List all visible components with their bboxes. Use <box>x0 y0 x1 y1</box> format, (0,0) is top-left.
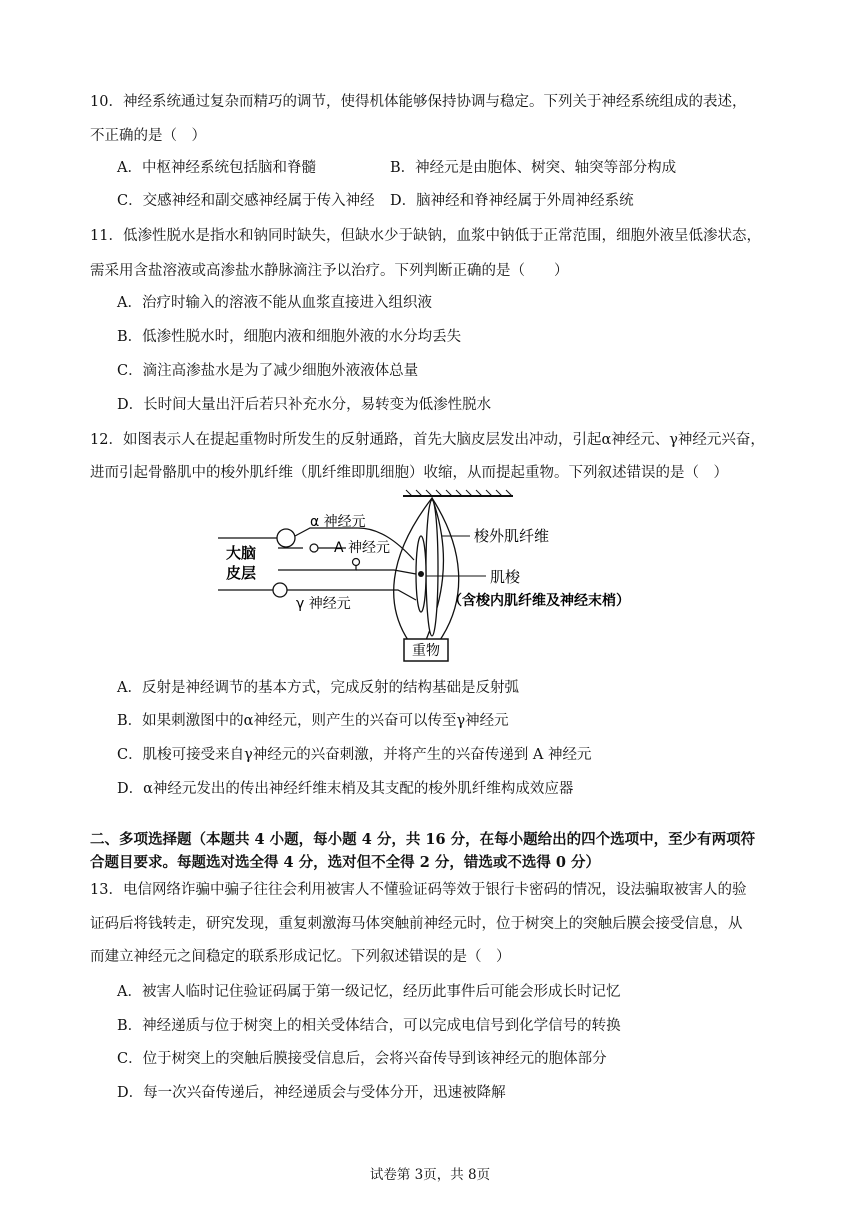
q11-stem-line2: 需采用含盐溶液或高渗盐水静脉滴注予以治疗。下列判断正确的是（ ） <box>90 263 569 279</box>
reflex-pathway-diagram <box>218 488 658 668</box>
gamma-neuron-body <box>273 583 287 597</box>
weight-label: 重物 <box>412 643 440 659</box>
page-footer: 试卷第 3页，共 8页 <box>369 1167 491 1183</box>
spindle-note: （含梭内肌纤维及神经末梢） <box>448 593 630 609</box>
extrafusal-label: 梭外肌纤维 <box>474 527 550 545</box>
q10-option-a: A．中枢神经系统包括脑和脊髓 <box>117 160 316 176</box>
q10-option-c: C．交感神经和副交感神经属于传入神经 <box>117 193 375 209</box>
q10-option-b: B．神经元是由胞体、树突、轴突等部分构成 <box>390 160 677 176</box>
alpha-neuron-body <box>277 529 295 547</box>
cortex-label-1: 大脑 <box>226 544 257 562</box>
q11-option-a: A．治疗时输入的溶液不能从血浆直接进入组织液 <box>117 295 432 311</box>
q13-option-d: D．每一次兴奋传递后，神经递质会与受体分开，迅速被降解 <box>117 1085 506 1101</box>
q13-option-a: A．被害人临时记住验证码属于第一级记忆，经历此事件后可能会形成长时记忆 <box>117 984 621 1000</box>
q11-option-d: D．长时间大量出汗后若只补充水分，易转变为低渗性脱水 <box>117 397 492 413</box>
q10-stem-line1: 10．神经系统通过复杂而精巧的调节，使得机体能够保持协调与稳定。下列关于神经系统组成的表述， <box>90 94 747 110</box>
section2-heading-line2: 合题目要求。每题选对选全得 4 分，选对但不全得 2 分，错选或不选得 0 分） <box>90 854 601 871</box>
a-neuron-label: A 神经元 <box>334 540 391 556</box>
q10-option-d: D．脑神经和脊神经属于外周神经系统 <box>390 193 634 209</box>
gamma-neuron-label: γ 神经元 <box>296 596 351 612</box>
q13-stem-line3: 而建立神经元之间稳定的联系形成记忆。下列叙述错误的是（ ） <box>90 949 511 965</box>
q12-option-c: C．肌梭可接受来自γ神经元的兴奋刺激，并将产生的兴奋传递到 A 神经元 <box>117 747 592 763</box>
section2-heading-line1: 二、多项选择题（本题共 4 小题，每小题 4 分，共 16 分，在每小题给出的四个选项中，至少有两项符 <box>90 831 756 848</box>
q13-option-b: B．神经递质与位于树突上的相关受体结合，可以完成电信号到化学信号的转换 <box>117 1018 621 1034</box>
extrafusal-fiber <box>426 500 438 636</box>
q13-stem-line2: 证码后将钱转走，研究发现，重复刺激海马体突触前神经元时，位于树突上的突触后膜会接受信息，从 <box>90 916 743 932</box>
q12-stem-line1: 12．如图表示人在提起重物时所发生的反射通路，首先大脑皮层发出冲动，引起α神经元、γ神经元兴奋， <box>90 432 765 448</box>
cortex-label-2: 皮层 <box>226 564 257 582</box>
q11-option-b: B．低渗性脱水时，细胞内液和细胞外液的水分均丢失 <box>117 329 462 345</box>
q12-option-a: A．反射是神经调节的基本方式，完成反射的结构基础是反射弧 <box>117 680 519 696</box>
spindle-label: 肌梭 <box>490 568 521 586</box>
q12-stem-line2: 进而引起骨骼肌中的梭外肌纤维（肌纤维即肌细胞）收缩，从而提起重物。下列叙述错误的是（ ） <box>90 465 728 481</box>
q12-option-d: D．α神经元发出的传出神经纤维末梢及其支配的梭外肌纤维构成效应器 <box>117 781 574 797</box>
q13-stem-line1: 13．电信网络诈骗中骗子往往会利用被害人不懂验证码等效于银行卡密码的情况，设法骗取被害人的验 <box>90 882 747 898</box>
q11-option-c: C．滴注高渗盐水是为了减少细胞外液液体总量 <box>117 363 419 379</box>
q11-stem-line1: 11．低渗性脱水是指水和钠同时缺失，但缺水少于缺钠，血浆中钠低于正常范围，细胞外液呈低渗状态， <box>90 228 761 244</box>
alpha-neuron-label: α 神经元 <box>310 514 366 530</box>
q10-stem-line2: 不正确的是（ ） <box>90 128 206 144</box>
q13-option-c: C．位于树突上的突触后膜接受信息后，会将兴奋传导到该神经元的胞体部分 <box>117 1051 607 1067</box>
q12-option-b: B．如果刺激图中的α神经元，则产生的兴奋可以传至γ神经元 <box>117 713 509 729</box>
